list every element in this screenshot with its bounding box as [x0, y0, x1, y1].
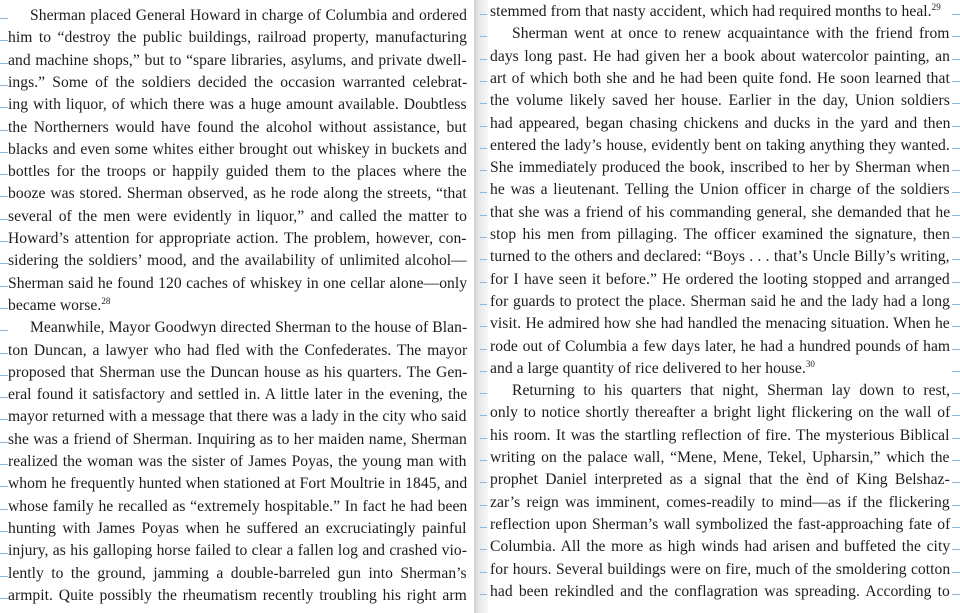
line-text: Returning to his quarters that night, Sherman lay down to rest,: [512, 382, 951, 400]
margin-tick: [952, 192, 960, 193]
line-text: became worse.: [8, 296, 102, 314]
right-text-column: [482, 0, 960, 613]
margin-tick: [952, 103, 960, 104]
text-line: [8, 496, 467, 518]
line-text: he was a lieutenant. Telling the Union officer in charge of the soldiers: [490, 181, 950, 199]
text-line: [490, 447, 950, 469]
margin-tick: [952, 259, 960, 260]
margin-tick: [952, 282, 960, 283]
text-line: [8, 473, 467, 495]
text-line: [8, 518, 467, 540]
text-line: [8, 273, 467, 295]
margin-tick: [952, 460, 960, 461]
text-line: [8, 384, 467, 406]
text-line: [490, 492, 950, 514]
text-line: [8, 340, 467, 362]
text-line: [490, 1, 941, 23]
line-text: She immediately produced the book, inscribed to her by Sherman when: [490, 159, 950, 177]
text-line: [8, 250, 467, 272]
line-text: Meanwhile, Mayor Goodwyn directed Sherman to the house of Blan-: [30, 319, 468, 337]
text-line: [8, 94, 467, 116]
line-text: injury, as his galloping horse failed to clear a fallen log and crashed vio-: [8, 542, 467, 560]
line-text: visit. He admired how she had handled the menacing situation. When he: [490, 315, 950, 333]
text-line: [8, 406, 467, 428]
text-line: [8, 228, 467, 250]
margin-tick: [952, 36, 960, 37]
line-text: lently to the ground, jamming a double-barreled gun into Sherman’s: [8, 564, 467, 582]
margin-tick: [952, 170, 960, 171]
margin-tick: [952, 237, 960, 238]
text-line: [490, 291, 950, 313]
line-text: for I have seen it before.” He ordered the looting stopped and arranged: [490, 270, 950, 288]
line-text: whom he frequently hunted when stationed at Fort Moultrie in 1845, and: [8, 475, 468, 493]
line-text: Howard’s attention for appropriate action. The problem, however, con-: [8, 230, 467, 247]
text-line: [490, 425, 950, 447]
text-line: [490, 402, 950, 424]
text-line: [490, 336, 950, 358]
line-text: for guards to protect the place. Sherman said he and the lady had a long: [490, 292, 950, 310]
margin-tick: [952, 371, 960, 372]
line-text: writing on the palace wall, “Mene, Mene, Tekel, Upharsin,” which the: [490, 449, 950, 466]
text-line: [490, 113, 950, 135]
text-line: [490, 202, 950, 224]
margin-tick: [952, 59, 960, 60]
text-line: [490, 135, 950, 157]
margin-tick: [952, 126, 960, 127]
line-text: art of which both she and he had been quite fond. He soon learned that: [490, 69, 950, 87]
text-line: [8, 451, 467, 473]
line-text: Sherman went at once to renew acquaintance with the friend from: [512, 25, 950, 43]
line-text: ings.” Some of the soldiers decided the occasion warranted celebrat-: [8, 73, 468, 91]
line-text: bottles for the troops or happily guided them to the places where the: [8, 163, 467, 181]
text-line: [490, 358, 815, 380]
text-line: [8, 72, 467, 94]
line-text: booze was stored. Sherman observed, as he rode along the streets, “that: [8, 185, 467, 203]
text-line: [512, 380, 950, 402]
text-line: [490, 269, 950, 291]
line-text: eral found it satisfactory and settled in. A little later in the evening, the: [8, 386, 468, 404]
margin-tick: [952, 349, 960, 350]
margin-tick: [952, 148, 960, 149]
line-text: the Northerners would have found the alcohol without assistance, but: [8, 118, 467, 136]
line-text: prophet Daniel interpreted as a signal that the ènd of King Belshaz-: [490, 471, 950, 489]
line-text: several of the men were evidently in liquor,” and called the matter to: [8, 207, 467, 225]
text-line: [8, 139, 467, 161]
text-line: [8, 27, 467, 49]
margin-tick: [952, 438, 960, 439]
margin-tick: [952, 415, 960, 416]
text-line: [8, 429, 467, 451]
text-line: [490, 90, 950, 112]
text-line: [8, 183, 467, 205]
line-text: him to “destroy the public buildings, railroad property, manufacturing: [8, 29, 468, 47]
text-line: [490, 179, 950, 201]
line-text: Columbia. All the more as high winds had arisen and buffeted the city: [490, 538, 951, 556]
line-text: the volume likely saved her house. Earlier in the day, Union soldiers: [490, 92, 950, 110]
line-text: whose family he recalled as “extremely hospitable.” In fact he had been: [8, 497, 468, 515]
text-line: [8, 563, 467, 585]
text-line: [8, 585, 467, 607]
text-line: [8, 540, 467, 562]
line-text: stemmed from that nasty accident, which had required months to heal.: [490, 3, 932, 20]
line-text: rode out of Columbia a few days later, he had a hundred pounds of ham: [490, 337, 951, 355]
text-line: [490, 469, 950, 491]
text-line: [490, 581, 950, 603]
text-line: [512, 23, 950, 45]
line-text: she was a friend of Sherman. Inquiring as to her maiden name, Sherman: [8, 430, 467, 448]
text-line: [490, 313, 950, 335]
right-margin-ruler: [952, 0, 960, 613]
text-line: [490, 536, 950, 558]
line-text: had appeared, began chasing chickens and ducks in the yard and then: [490, 114, 951, 132]
text-line: [8, 362, 467, 384]
footnote-marker: 29: [931, 2, 941, 12]
line-text: zar’s reign was imminent, comes-readily to mind—as if the flickering: [490, 493, 950, 511]
line-text: armpit. Quite possibly the rheumatism recently troubling his right arm: [8, 586, 467, 604]
line-text: had been rekindled and the conflagration was spreading. According to: [490, 582, 950, 600]
text-line: [30, 317, 467, 339]
margin-tick: [952, 505, 960, 506]
footnote-marker: 30: [805, 358, 815, 369]
line-text: only to notice shortly thereafter a bright light flickering on the wall of: [490, 404, 951, 422]
margin-tick: [952, 393, 960, 394]
line-text: turned to the others and declared: “Boys . . . that’s Uncle Billy’s writing,: [490, 248, 950, 266]
margin-tick: [952, 572, 960, 573]
text-line: [490, 224, 950, 246]
margin-tick: [952, 81, 960, 82]
line-text: reflection upon Sherman’s wall symbolized the fast-approaching fate of: [490, 515, 951, 533]
line-text: ton Duncan, a lawyer who had fled with the Confederates. The mayor: [8, 341, 468, 359]
line-text: realized the woman was the sister of James Poyas, the young man with: [8, 453, 467, 470]
line-text: stop his men from pillaging. The officer examined the signature, then: [490, 226, 950, 243]
line-text: blacks and even some whites either brought out whiskey in buckets and: [8, 140, 467, 158]
text-line: [8, 117, 467, 139]
line-text: entered the lady’s house, evidently bent on taking anything they wanted.: [490, 136, 950, 154]
line-text: Sherman said he found 120 caches of whiskey in one cellar alone—only: [8, 274, 468, 292]
line-text: and a large quantity of rice delivered to her house.: [490, 359, 806, 377]
margin-tick: [952, 326, 960, 327]
line-text: his room. It was the startling reflection of fire. The mysterious Biblical: [490, 426, 950, 444]
text-line: [490, 246, 950, 268]
line-text: hunting with James Poyas when he suffered an excruciatingly painful: [8, 519, 467, 537]
margin-tick: [952, 482, 960, 483]
margin-tick: [952, 527, 960, 528]
margin-tick: [952, 215, 960, 216]
line-text: days long past. He had given her a book about watercolor painting, an: [490, 47, 950, 65]
text-line: [8, 206, 467, 228]
line-text: sidering the soldiers’ mood, and the availability of unlimited alcohol—: [8, 252, 467, 270]
line-text: Sherman placed General Howard in charge of Columbia and ordered: [30, 7, 468, 24]
line-text: proposed that Sherman use the Duncan house as his quarters. The Gen-: [8, 363, 468, 381]
text-line: [490, 559, 950, 581]
text-line: [490, 514, 950, 536]
margin-tick: [952, 549, 960, 550]
text-line: [490, 157, 950, 179]
margin-tick: [952, 594, 960, 595]
line-text: mayor returned with a message that there was a lady in the city who said: [8, 408, 467, 426]
text-line: [8, 295, 110, 317]
footnote-marker: 28: [101, 295, 111, 306]
line-text: for hours. Several buildings were on fire, much of the smoldering cotton: [490, 560, 951, 578]
text-line: [490, 68, 950, 90]
margin-tick: [952, 14, 960, 15]
text-line: [8, 50, 467, 72]
text-line: [490, 46, 950, 68]
left-text-column: [0, 0, 472, 613]
line-text: and machine shops,” but to “spare libraries, asylums, and private dwell-: [8, 51, 467, 69]
line-text: that she was a friend of his commanding general, she demanded that he: [490, 203, 951, 221]
text-line: [8, 161, 467, 183]
margin-tick: [952, 304, 960, 305]
line-text: ing with liquor, of which there was a huge amount available. Doubtless: [8, 96, 467, 114]
text-line: [30, 5, 467, 27]
